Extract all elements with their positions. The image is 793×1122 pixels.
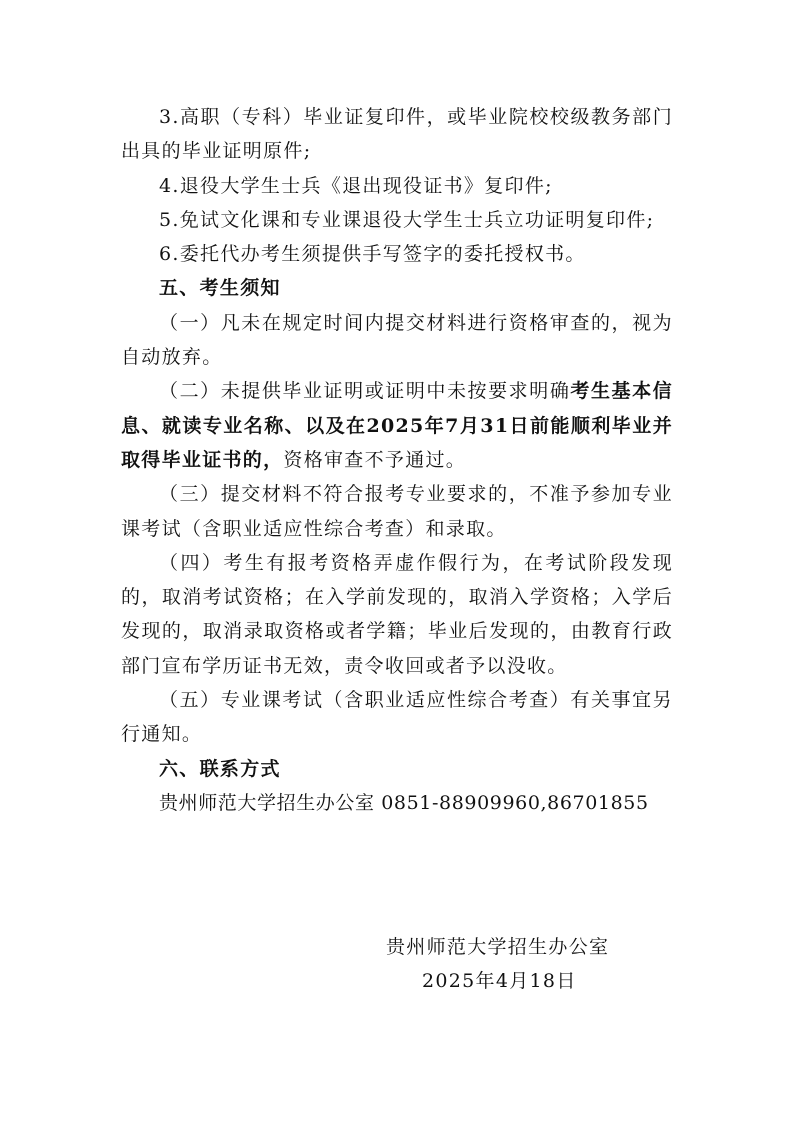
section-heading-notice: 五、考生须知 bbox=[159, 277, 281, 300]
list-item-3: 3.高职（专科）毕业证复印件，或毕业院校校级教务部门出具的毕业证明原件; bbox=[121, 106, 673, 163]
signature-block bbox=[386, 930, 626, 998]
list-item-5: 5.免试文化课和专业课退役大学生士兵立功证明复印件; bbox=[159, 208, 655, 231]
notice-paragraph-2-end: 资格审查不予通过。 bbox=[283, 448, 467, 471]
notice-paragraph-2-start: （二）未提供毕业证明或证明中未按要求明确 bbox=[159, 380, 571, 403]
document-body bbox=[121, 100, 673, 820]
list-item-6: 6.委托代办考生须提供手写签字的委托授权书。 bbox=[159, 243, 586, 266]
signature-office: 贵州师范大学招生办公室 bbox=[386, 936, 610, 958]
notice-paragraph-2-emphasis: 考生基本信息、就读专业名称、以及在2025年7月31日前能顺利毕业并取得毕业证书的， bbox=[121, 380, 673, 471]
section-heading-contact: 六、联系方式 bbox=[159, 757, 281, 780]
notice-paragraph-4: （四）考生有报考资格弄虚作假行为，在考试阶段发现的，取消考试资格；在入学前发现的，取消入学资格；入学后发现的，取消录取资格或者学籍；毕业后发现的，由教育行政部门宣布学历证书无效，责令收回或者予以没收。 bbox=[121, 551, 673, 677]
notice-paragraph-3: （三）提交材料不符合报考专业要求的，不准予参加专业课考试（含职业适应性综合考查）和录取。 bbox=[121, 483, 673, 540]
contact-info: 贵州师范大学招生办公室 0851-88909960,86701855 bbox=[159, 791, 649, 814]
notice-paragraph-2 bbox=[121, 374, 673, 477]
list-item-4: 4.退役大学生士兵《退出现役证书》复印件; bbox=[159, 174, 553, 197]
notice-paragraph-1: （一）凡未在规定时间内提交材料进行资格审查的，视为自动放弃。 bbox=[121, 311, 673, 369]
signature-date: 2025年4月18日 bbox=[422, 970, 577, 992]
notice-paragraph-5: （五）专业课考试（含职业适应性综合考查）有关事宜另行通知。 bbox=[121, 689, 673, 746]
